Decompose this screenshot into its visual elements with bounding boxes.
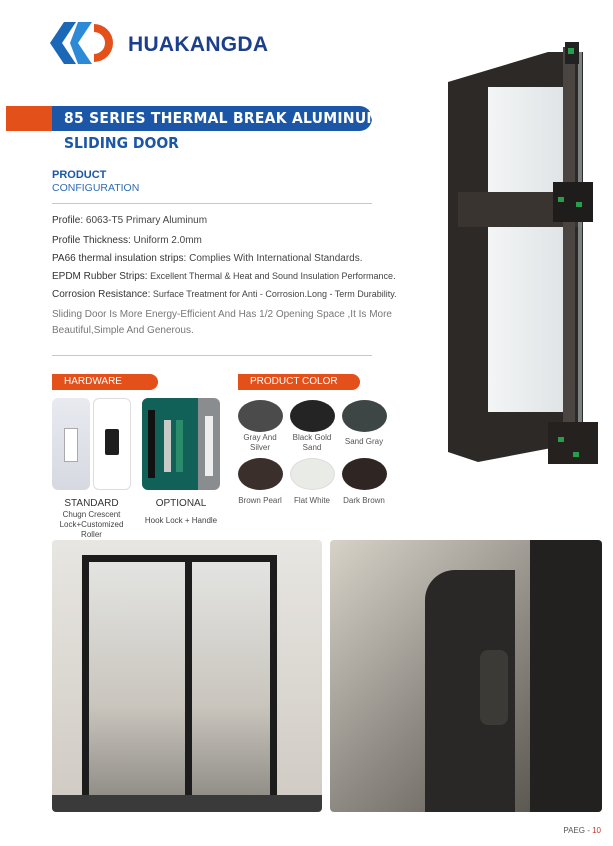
page-number: [563, 826, 601, 835]
color-name: Dark Brown: [343, 496, 385, 505]
spec-label: EPDM Rubber Strips:: [52, 271, 148, 282]
logo: [50, 22, 116, 64]
spec-value: Uniform 2.0mm: [130, 235, 202, 246]
color-name: Sand Gray: [344, 437, 384, 446]
standard-roller-image: [93, 398, 131, 490]
spec-pa66: [52, 253, 363, 264]
standard-desc: Chugn Crescent Lock+Customized Roller: [59, 510, 124, 539]
color-name: Brown Pearl: [238, 496, 282, 505]
config-subheading: CONFIGURATION: [52, 182, 140, 194]
optional-title: OPTIONAL: [155, 498, 207, 509]
page-title: 85 SERIES THERMAL BREAK ALUMINUM: [64, 109, 381, 127]
optional-desc: Hook Lock + Handle: [144, 516, 218, 525]
page-subtitle: SLIDING DOOR: [64, 134, 179, 152]
color-swatch: [290, 400, 335, 432]
spec-label: PA66 thermal insulation strips:: [52, 253, 187, 264]
installed-door-photo: [52, 540, 322, 812]
config-heading: PRODUCT: [52, 169, 107, 181]
title-accent: [6, 106, 53, 131]
standard-lock-image: [52, 398, 90, 490]
color-name: Gray And Silver: [243, 433, 277, 452]
optional-hook-lock-image: [142, 398, 220, 490]
spec-thickness: [52, 235, 202, 246]
spec-corrosion: [52, 289, 397, 300]
spec-label: Corrosion Resistance:: [52, 289, 151, 300]
window-product-image: [448, 42, 603, 472]
color-swatch: [342, 458, 387, 490]
spec-value: 6063-T5 Primary Aluminum: [83, 215, 208, 226]
page-prefix: PAEG -: [563, 826, 593, 835]
hardware-label: HARDWARE: [52, 374, 158, 390]
color-swatch: [238, 458, 283, 490]
logo-mark-icon: [50, 22, 116, 64]
spec-label: Profile Thickness:: [52, 235, 131, 246]
divider: [52, 355, 372, 356]
standard-title: STANDARD: [64, 498, 119, 509]
color-name: Black Gold Sand: [292, 433, 332, 452]
page-value: 10: [592, 826, 601, 835]
spec-label: Profile:: [52, 215, 84, 226]
color-name: Flat White: [293, 496, 330, 505]
handle-closeup-photo: [330, 540, 602, 812]
spec-profile: [52, 215, 207, 226]
color-swatch: [238, 400, 283, 432]
description: Sliding Door Is More Energy-Efficient And Has 1/2 Opening Space ,It Is More Beautiful,Simple And Generous.: [52, 309, 392, 336]
color-swatch: [290, 458, 335, 490]
spec-value: Complies With International Standards.: [186, 253, 363, 264]
brand-name: HUAKANGDA: [128, 33, 269, 56]
spec-value: Excellent Thermal & Heat and Sound Insulation Performance.: [147, 271, 396, 281]
spec-epdm: [52, 271, 396, 282]
spec-value: Surface Treatment for Anti - Corrosion.Long - Term Durability.: [150, 289, 397, 299]
divider: [52, 203, 372, 204]
product-color-label: PRODUCT COLOR: [238, 374, 360, 390]
color-swatch: [342, 400, 387, 432]
